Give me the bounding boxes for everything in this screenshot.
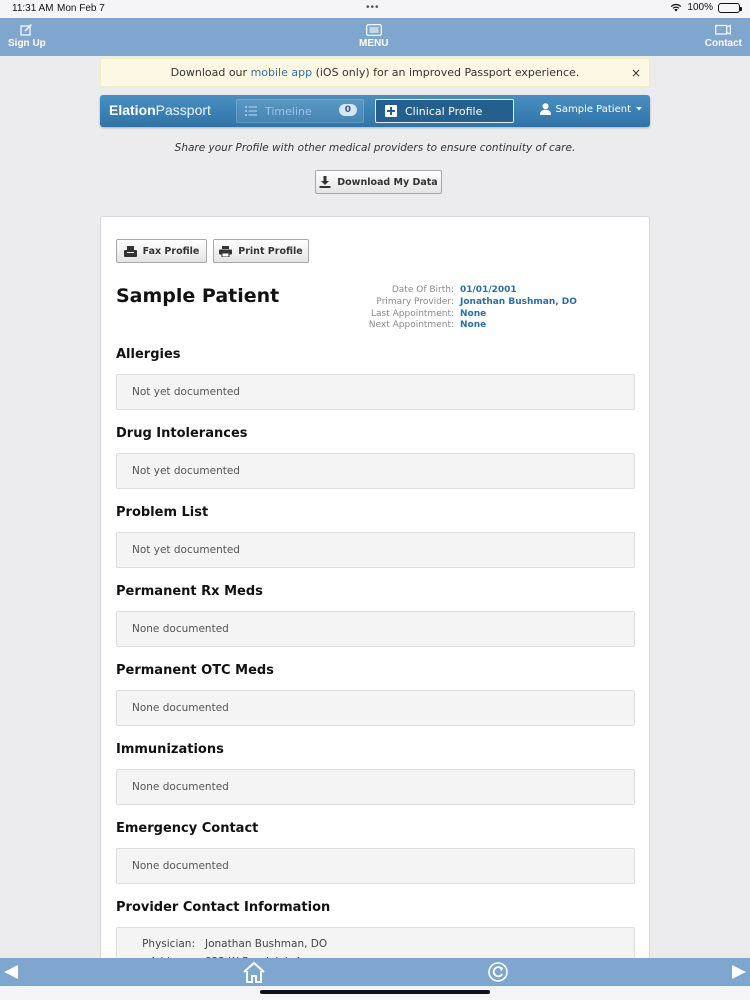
contact-icon bbox=[715, 24, 731, 36]
tab-timeline[interactable] bbox=[236, 99, 364, 123]
contact-button[interactable] bbox=[705, 24, 742, 49]
primary-provider-value: Jonathan Bushman, DO bbox=[460, 296, 577, 307]
status-time: 11:31 AM bbox=[12, 3, 54, 14]
tab-timeline-label: Timeline bbox=[265, 104, 312, 118]
dob-value: 01/01/2001 bbox=[460, 285, 517, 295]
passport-navbar bbox=[100, 95, 650, 127]
emergency-contact-heading: Emergency Contact bbox=[116, 821, 259, 836]
contact-label: Contact bbox=[704, 38, 742, 49]
tab-clinical-label: Clinical Profile bbox=[405, 104, 483, 118]
menu-button[interactable] bbox=[359, 24, 388, 49]
refresh-icon[interactable] bbox=[488, 962, 508, 982]
app-download-banner bbox=[100, 58, 650, 87]
logo-light: Passport bbox=[155, 102, 211, 118]
tab-clinical-profile[interactable] bbox=[375, 99, 514, 123]
primary-provider-label: Primary Provider: bbox=[376, 296, 454, 307]
clinical-profile-card bbox=[100, 216, 650, 976]
allergies-section bbox=[116, 347, 635, 410]
forward-arrow-icon[interactable] bbox=[731, 964, 747, 980]
rx-meds-section bbox=[116, 584, 635, 647]
patient-demographics bbox=[360, 285, 577, 332]
problem-list-heading: Problem List bbox=[116, 505, 209, 520]
sign-up-button[interactable] bbox=[8, 24, 46, 49]
drug-intolerances-content: Not yet documented bbox=[116, 453, 635, 489]
emergency-contact-section bbox=[116, 821, 635, 884]
battery-icon bbox=[718, 3, 740, 13]
problem-list-section bbox=[116, 505, 635, 568]
fax-icon bbox=[124, 246, 137, 257]
mobile-app-link[interactable]: mobile app bbox=[250, 66, 313, 79]
elation-passport-logo[interactable] bbox=[109, 102, 211, 118]
logo-bold: Elation bbox=[109, 102, 156, 118]
dob-label: Date Of Birth: bbox=[391, 285, 454, 295]
next-appointment-label: Next Appointment: bbox=[368, 320, 454, 331]
allergies-content: Not yet documented bbox=[116, 374, 635, 410]
menu-icon bbox=[366, 24, 382, 36]
home-icon[interactable] bbox=[242, 961, 266, 983]
download-icon bbox=[319, 176, 331, 188]
drug-intolerances-heading: Drug Intolerances bbox=[116, 426, 248, 441]
medical-cross-icon bbox=[385, 105, 397, 117]
print-icon bbox=[219, 246, 232, 257]
status-bar bbox=[0, 0, 750, 18]
immunizations-heading: Immunizations bbox=[116, 742, 224, 757]
wifi-icon bbox=[670, 3, 682, 12]
sign-up-label: Sign Up bbox=[8, 38, 46, 49]
menu-label: MENU bbox=[359, 38, 389, 49]
problem-list-content: Not yet documented bbox=[116, 532, 635, 568]
back-arrow-icon[interactable] bbox=[3, 964, 19, 980]
drug-intolerances-section bbox=[116, 426, 635, 489]
allergies-heading: Allergies bbox=[116, 347, 181, 362]
banner-suffix: (iOS only) for an improved Passport experience. bbox=[312, 66, 580, 79]
otc-meds-heading: Permanent OTC Meds bbox=[116, 663, 274, 678]
rx-meds-heading: Permanent Rx Meds bbox=[116, 584, 263, 599]
bottom-toolbar bbox=[0, 958, 750, 986]
edit-icon bbox=[20, 24, 33, 36]
last-appointment-value: None bbox=[460, 308, 487, 319]
status-right bbox=[670, 2, 740, 13]
next-appointment-value: None bbox=[460, 320, 487, 331]
physician-value: Jonathan Bushman, DO bbox=[205, 938, 328, 950]
home-indicator[interactable] bbox=[260, 990, 490, 994]
share-profile-text: Share your Profile with other medical providers to ensure continuity of care. bbox=[174, 142, 576, 154]
multitasking-dots[interactable]: ••• bbox=[366, 2, 380, 13]
status-date: Mon Feb 7 bbox=[57, 3, 105, 14]
print-label: Print Profile bbox=[238, 245, 303, 257]
banner-prefix: Download our bbox=[170, 66, 251, 79]
provider-contact-heading: Provider Contact Information bbox=[116, 900, 331, 915]
download-data-button[interactable] bbox=[315, 170, 442, 194]
print-profile-button[interactable] bbox=[213, 239, 309, 263]
immunizations-content: None documented bbox=[116, 769, 635, 805]
timeline-count-badge: 0 bbox=[339, 104, 357, 116]
immunizations-section bbox=[116, 742, 635, 805]
rx-meds-content: None documented bbox=[116, 611, 635, 647]
otc-meds-section bbox=[116, 663, 635, 726]
patient-name: Sample Patient bbox=[116, 285, 280, 307]
battery-percent: 100% bbox=[687, 2, 713, 13]
user-menu-dropdown[interactable] bbox=[540, 103, 643, 115]
banner-close-icon[interactable]: × bbox=[630, 66, 641, 80]
physician-label: Physician: bbox=[142, 938, 195, 950]
user-name: Sample Patient bbox=[555, 103, 631, 115]
caret-down-icon bbox=[636, 107, 642, 111]
otc-meds-content: None documented bbox=[116, 690, 635, 726]
user-icon bbox=[540, 103, 551, 115]
fax-label: Fax Profile bbox=[142, 245, 200, 257]
last-appointment-label: Last Appointment: bbox=[371, 308, 454, 319]
download-label: Download My Data bbox=[337, 176, 438, 188]
emergency-contact-content: None documented bbox=[116, 848, 635, 884]
fax-profile-button[interactable] bbox=[116, 239, 207, 263]
app-toolbar bbox=[0, 18, 750, 56]
list-icon bbox=[245, 106, 257, 116]
